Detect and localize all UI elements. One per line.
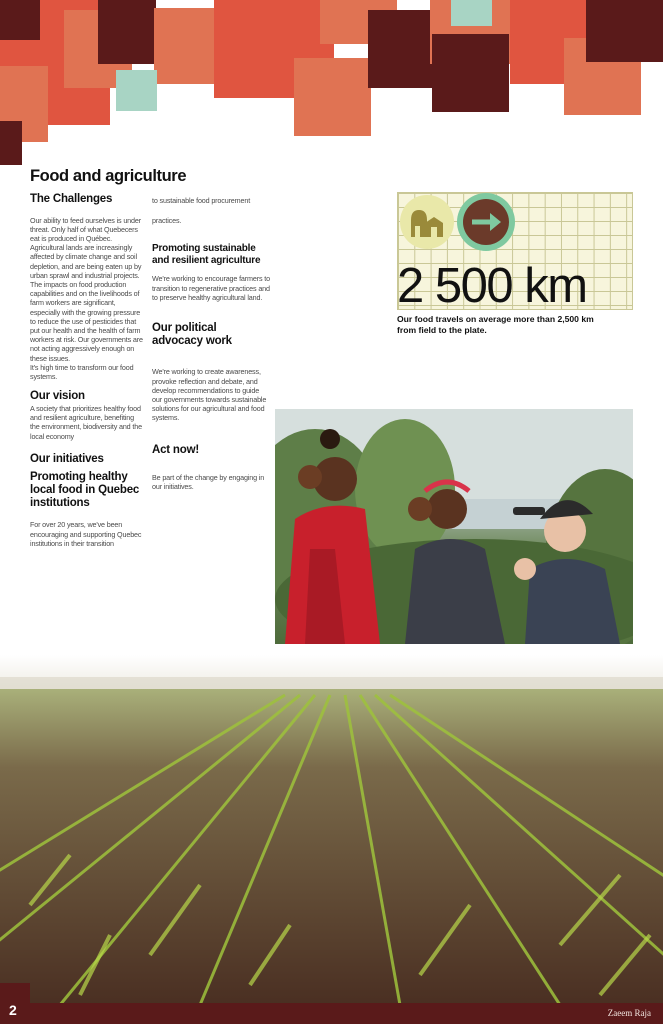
institutions-body: For over 20 years, we've been encouraging and supporting Quebec institutions in their transition (30, 520, 142, 548)
column-middle (152, 196, 270, 492)
sustainable-body: We're working to encourage farmers to transition to regenerative practices and to preserve healthy agricultural land. (152, 274, 270, 302)
deco-square (116, 70, 157, 111)
deco-square (0, 0, 40, 40)
stat-caption: Our food travels on average more than 2,500 km from field to the plate. (397, 314, 594, 335)
page-title: Food and agriculture (30, 167, 187, 185)
stat-value: 2 500 km (397, 259, 587, 313)
vision-heading: Our vision (30, 390, 85, 403)
advocacy-body: We're working to create awareness, provoke reflection and debate, and develop recommendations to guide our governments towards sustainable solutions for our agricultural and food systems. (152, 367, 267, 423)
author-credit: Zaeem Raja (607, 1008, 651, 1018)
field-photo (0, 655, 663, 1005)
act-heading: Act now! (152, 443, 199, 456)
deco-square (294, 58, 371, 136)
sustainable-heading: Promoting sustainable and resilient agriculture (152, 243, 261, 266)
footer-bar (0, 1003, 663, 1024)
initiatives-heading: Our initiatives (30, 452, 104, 465)
arrow-right-icon (457, 193, 515, 251)
children-photo (275, 409, 633, 644)
deco-square (0, 121, 22, 165)
challenges-heading: The Challenges (30, 193, 113, 205)
act-body: Be part of the change by engaging in our initiatives. (152, 473, 265, 492)
challenges-body: Our ability to feed ourselves is under threat. Only half of what Quebecers eat is produced in Québec. Agricultural lands are increasingly affected by climate change and soil depletion, and are being eaten up by urban sprawl and industrial projects. The impacts on food production capabilities and on the livelihoods of farm workers are significant, especially with the growing pressure to reduce the use of pesticides that put our health and the health of farm workers at risk. Our governments are not acting aggressively enough on these issues. (30, 215, 143, 363)
page-number: 2 (9, 1002, 17, 1018)
deco-square (451, 0, 492, 26)
deco-square (98, 0, 156, 64)
deco-square (432, 34, 509, 112)
deco-square (586, 0, 663, 62)
barn-icon (400, 195, 454, 249)
institutions-body-cont-a: to sustainable food procurement (152, 196, 251, 205)
challenges-body-b: It's high time to transform our food systems. (30, 362, 134, 382)
vision-body: A society that prioritizes healthy food and resilient agriculture, benefiting the environment, biodiversity and the local economy (30, 403, 142, 441)
advocacy-heading: Our political advocacy work (152, 322, 232, 347)
institutions-body-cont-b: practices. (152, 216, 182, 226)
institutions-heading: Promoting healthy local food in Quebec institutions (30, 471, 140, 509)
column-left (30, 193, 145, 548)
